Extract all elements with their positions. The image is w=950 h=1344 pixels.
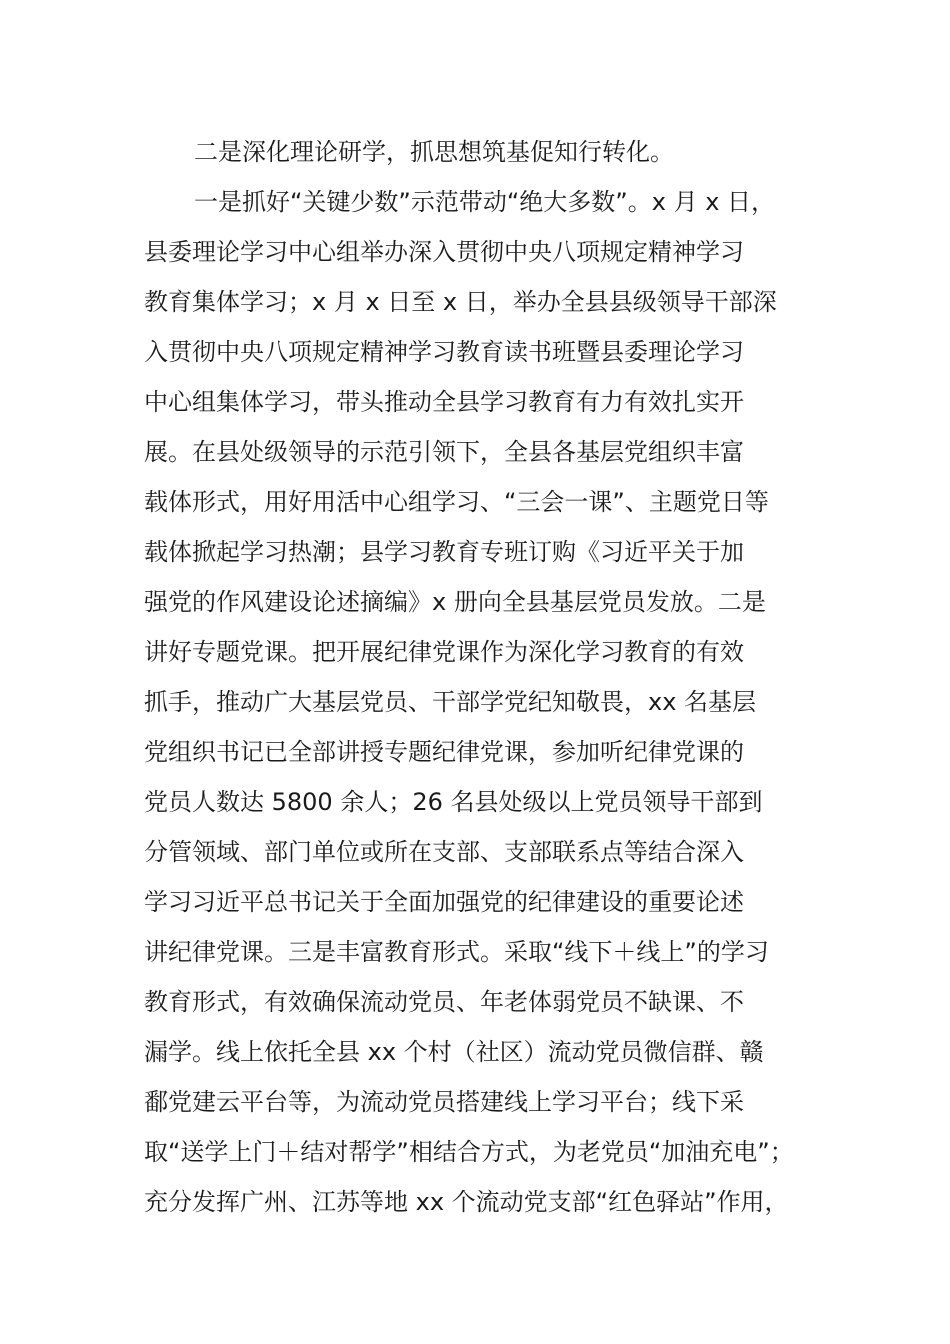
paragraph-line: 县委理论学习中心组举办深入贯彻中央八项规定精神学习 <box>144 238 744 266</box>
paragraph-line: 载体掀起学习热潮；县学习教育专班订购《习近平关于加 <box>144 538 744 566</box>
paragraph-line: 讲纪律党课。三是丰富教育形式。采取“线下＋线上”的学习 <box>144 938 769 966</box>
paragraph-line: 党组织书记已全部讲授专题纪律党课，参加听纪律党课的 <box>144 738 744 766</box>
paragraph-line: 载体形式，用好用活中心组学习、“三会一课”、主题党日等 <box>144 488 769 516</box>
paragraph-line: 抓手，推动广大基层党员、干部学党纪知敬畏，xx 名基层 <box>144 688 757 716</box>
paragraph-line: 取“送学上门＋结对帮学”相结合方式，为老党员“加油充电”； <box>144 1138 794 1166</box>
paragraph-line: 党员人数达 5800 余人；26 名县处级以上党员领导干部到 <box>144 788 763 816</box>
paragraph-line: 鄱党建云平台等，为流动党员搭建线上学习平台；线下采 <box>144 1088 744 1116</box>
paragraph-line: 强党的作风建设论述摘编》x 册向全县基层党员发放。二是 <box>144 588 766 616</box>
section-heading: 二是深化理论研学，抓思想筑基促知行转化。 <box>194 138 674 166</box>
paragraph-line: 入贯彻中央八项规定精神学习教育读书班暨县委理论学习 <box>144 338 744 366</box>
paragraph-line: 教育集体学习；x 月 x 日至 x 日，举办全县县级领导干部深 <box>144 288 777 316</box>
paragraph-line: 中心组集体学习，带头推动全县学习教育有力有效扎实开 <box>144 388 744 416</box>
paragraph-line: 漏学。线上依托全县 xx 个村（社区）流动党员微信群、赣 <box>144 1038 764 1066</box>
paragraph-line: 讲好专题党课。把开展纪律党课作为深化学习教育的有效 <box>144 638 744 666</box>
paragraph-line: 教育形式，有效确保流动党员、年老体弱党员不缺课、不 <box>144 988 744 1016</box>
body-text <box>144 129 834 1229</box>
paragraph-line: 展。在县处级领导的示范引领下，全县各基层党组织丰富 <box>144 438 744 466</box>
paragraph-line: 一是抓好“关键少数”示范带动“绝大多数”。x 月 x 日， <box>194 188 776 216</box>
paragraph-line: 充分发挥广州、江苏等地 xx 个流动党支部“红色驿站”作用， <box>144 1188 789 1216</box>
paragraph-line: 学习习近平总书记关于全面加强党的纪律建设的重要论述 <box>144 888 744 916</box>
paragraph-line: 分管领域、部门单位或所在支部、支部联系点等结合深入 <box>144 838 744 866</box>
